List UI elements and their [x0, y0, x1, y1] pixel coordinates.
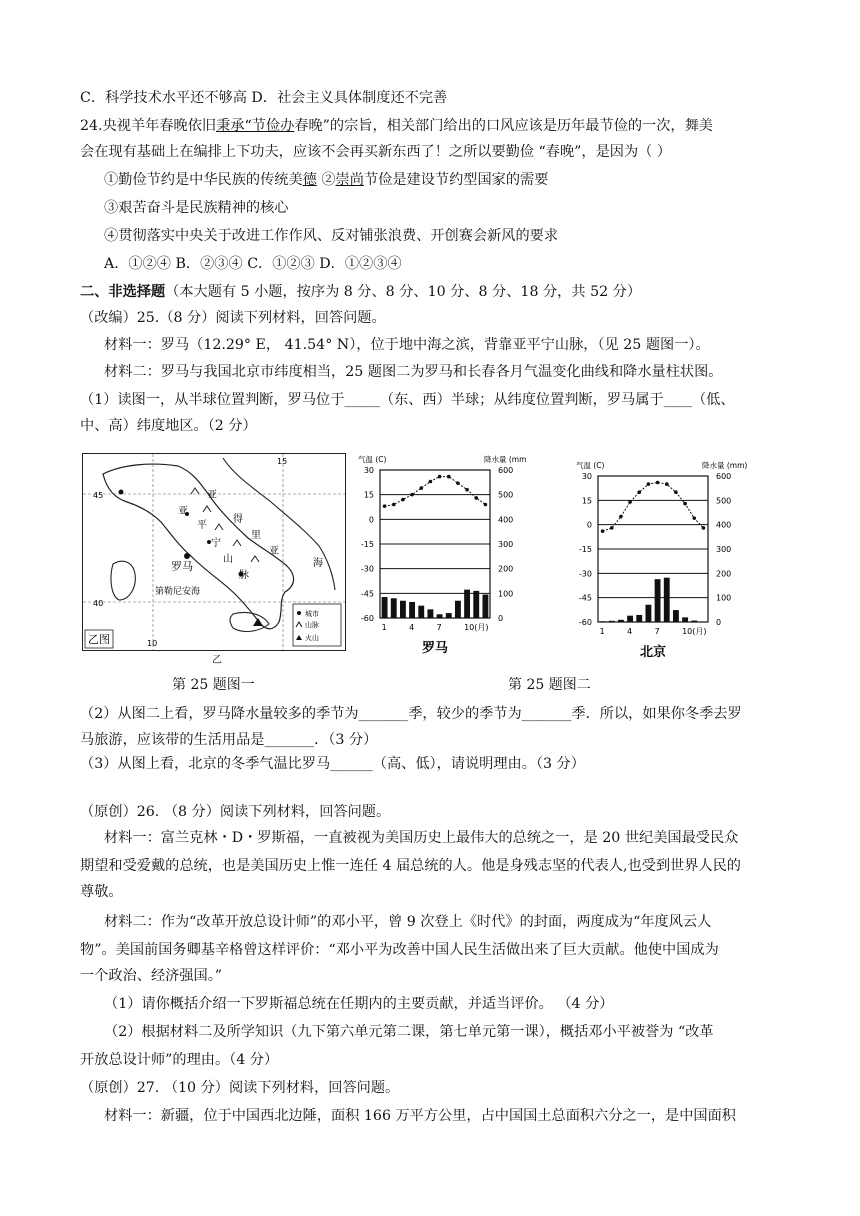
- answer-choices-24: A．①②④ B．②③④ C．①②③ D．①②③④: [104, 256, 402, 272]
- precip-bar: [636, 615, 642, 622]
- temp-tick-label: 0: [368, 515, 374, 525]
- beijing-climate-chart: [554, 454, 774, 668]
- temp-tick-label: 15: [363, 490, 374, 500]
- temp-point: [410, 493, 414, 497]
- q26-part2-line2: 开放总设计师”的理由。（4 分）: [80, 1052, 279, 1068]
- precip-bar: [691, 621, 697, 622]
- temp-point: [383, 504, 387, 508]
- precip-bar: [645, 605, 651, 622]
- temp-point: [419, 486, 423, 490]
- map-label-ya1: 亚: [178, 506, 188, 517]
- month-tick-label: 10(月): [682, 627, 707, 636]
- temp-tick-label: -30: [360, 564, 374, 574]
- precip-tick-label: 200: [498, 564, 514, 574]
- precip-bar: [618, 620, 624, 622]
- precip-bar: [400, 601, 406, 618]
- map-below-label: 乙: [212, 655, 222, 666]
- q26-material-1-line3: 尊敬。: [80, 884, 123, 900]
- temp-point: [456, 481, 460, 485]
- precip-bar: [600, 621, 606, 622]
- legend-city: 城市: [305, 610, 319, 618]
- temp-axis-label: 气温 (C): [576, 461, 605, 470]
- map-label-li: 里: [251, 530, 261, 541]
- precip-tick-label: 400: [498, 515, 514, 525]
- q25-part2-line1: （2）从图二上看，罗马降水量较多的季节为_______季，较少的季节为_______季．所以，如果你冬季去罗: [80, 706, 742, 722]
- temp-point: [447, 475, 451, 479]
- temp-point: [429, 480, 433, 484]
- temp-point: [484, 503, 488, 507]
- map-figure-label: 乙图: [88, 633, 110, 646]
- temp-point: [692, 516, 696, 520]
- precip-bar: [382, 597, 388, 618]
- temp-tick-label: -30: [578, 569, 592, 579]
- map-lat-40: 40: [93, 599, 104, 608]
- statement-3: ③艰苦奋斗是民族精神的核心: [104, 200, 289, 216]
- temp-point: [401, 498, 405, 502]
- map-lon-15: 15: [277, 457, 288, 466]
- temp-point: [665, 482, 669, 486]
- precip-tick-label: 0: [498, 614, 504, 623]
- month-tick-label: 7: [436, 623, 442, 632]
- temp-tick-label: 0: [586, 520, 592, 530]
- temp-point: [683, 502, 687, 506]
- precip-bar: [673, 610, 679, 622]
- precip-axis-label: 降水量 (mm): [702, 461, 748, 470]
- map-label-ping: 平: [197, 520, 207, 531]
- precip-bar: [409, 602, 415, 618]
- precip-tick-label: 600: [716, 472, 732, 481]
- map-lon-10: 10: [147, 639, 158, 648]
- statement-4: ④贯彻落实中央关于改进工作作风、反对铺张浪费、开创赛会新风的要求: [104, 228, 559, 244]
- map-lat-45: 45: [93, 491, 104, 500]
- q26-material-2-line1: 材料二：作为“改革开放总设计师”的邓小平，曾 9 次登上《时代》的封面，两度成为“年度风云人: [104, 914, 712, 930]
- map-label-de: 得: [233, 514, 243, 525]
- temp-point: [465, 488, 469, 492]
- q27-material-1: 材料一：新疆，位于中国西北边陲，面积 166 万平方公里，占中国国土总面积六分之一，是中国面积: [104, 1108, 736, 1124]
- temp-line: [385, 477, 486, 507]
- temp-axis-label: 气温 (C): [358, 455, 387, 464]
- temp-tick-label: 15: [581, 496, 592, 506]
- figure-2-caption: 第 25 题图二: [508, 677, 591, 693]
- month-tick-label: 1: [599, 627, 605, 636]
- temp-tick-label: -45: [360, 589, 374, 599]
- precip-bar: [391, 598, 397, 618]
- precip-bar: [427, 609, 433, 618]
- precip-tick-label: 300: [716, 545, 732, 554]
- q26-material-1-line2: 期望和受爱戴的总统，也是美国历史上惟一连任 4 届总统的人。他是身残志坚的代表人,也受到世界人民的: [80, 858, 741, 874]
- temp-point: [601, 529, 605, 533]
- map-label-hai: 海: [313, 558, 323, 569]
- precip-bar: [455, 601, 461, 618]
- precip-bar: [464, 590, 470, 618]
- option-line-c-d: C．科学技术水平还不够高 D．社会主义具体制度还不完善: [80, 90, 448, 106]
- precip-bar: [627, 616, 633, 622]
- q26-material-2-line2: 物”。美国前国务卿基辛格曾这样评价：“邓小平为改善中国人民生活做出来了巨大贡献。他使中国成为: [80, 942, 719, 958]
- map-label-ya3: 亚: [269, 546, 279, 557]
- q26-material-1-line1: 材料一：富兰克林・D・罗斯福，一直被视为美国历史上最伟大的总统之一，是 20 世纪美国最受民众: [104, 830, 739, 846]
- temp-tick-label: -15: [360, 540, 374, 549]
- temp-point: [674, 490, 678, 494]
- precip-bar: [418, 606, 424, 618]
- rome-chart-svg: [346, 448, 526, 668]
- temp-point: [619, 515, 623, 519]
- map-label-ning: 宁: [211, 538, 221, 549]
- q25-part1-line2: 中、高）纬度地区。（2 分）: [80, 418, 257, 434]
- question-25-head: （改编）25.（8 分）阅读下列材料，回答问题。: [80, 310, 386, 326]
- precip-bar: [682, 617, 688, 622]
- precip-tick-label: 600: [498, 466, 514, 475]
- precip-bar: [664, 578, 670, 622]
- precip-tick-label: 200: [716, 569, 732, 579]
- q25-part1-line1: （1）读图一，从半球位置判断，罗马位于_____（东、西）半球；从纬度位置判断，罗马属于____（低、: [80, 392, 735, 408]
- temp-point: [438, 475, 442, 479]
- section-2-heading: 二、非选择题（本大题有 5 小题，按序为 8 分、8 分、10 分、8 分、18 分，共 52 分）: [80, 284, 642, 300]
- temp-point: [392, 503, 396, 507]
- chart-title: 罗马: [421, 641, 449, 656]
- q26-material-2-line3: 一个政治、经济强国。”: [80, 968, 223, 984]
- question-27-head: （原创）27. （10 分）阅读下列材料，回答问题。: [80, 1080, 400, 1096]
- map-label-sea: 第勒尼安海: [155, 587, 201, 597]
- question-24-line1: 24.央视羊年春晚依旧秉承“节俭办春晚”的宗旨，相关部门给出的口风应该是历年最节俭的一次，舞美: [80, 118, 713, 134]
- map-label-shan: 山: [223, 554, 233, 565]
- precip-bar: [655, 579, 661, 622]
- chart-title: 北京: [639, 645, 667, 660]
- italy-map: [83, 454, 345, 650]
- legend-volcano: 火山: [305, 634, 319, 642]
- q25-part3: （3）从图上看，北京的冬季气温比罗马______（高、低），请说明理由。（3 分）: [80, 756, 585, 772]
- month-tick-label: 7: [654, 627, 660, 636]
- precip-bar: [482, 595, 488, 618]
- precip-bar: [473, 591, 479, 618]
- q25-material-1: 材料一：罗马（12.29° E， 41.54° N），位于地中海之滨，背靠亚平宁山脉，（见 25 题图一）。: [104, 337, 710, 353]
- month-tick-label: 1: [381, 623, 387, 632]
- precip-bar: [437, 614, 443, 618]
- precip-tick-label: 300: [498, 540, 514, 549]
- temp-point: [702, 526, 706, 530]
- precip-tick-label: 100: [498, 589, 514, 599]
- precip-bar: [446, 613, 452, 618]
- map-label-rome: 罗马: [171, 560, 193, 573]
- temp-tick-label: -60: [360, 614, 374, 623]
- q25-part2-line2: 马旅游，应该带的生活用品是_______．（3 分）: [80, 732, 378, 748]
- precip-tick-label: 100: [716, 593, 732, 603]
- precip-tick-label: 0: [716, 618, 722, 627]
- temp-point: [474, 496, 478, 500]
- month-tick-label: 4: [409, 623, 415, 632]
- italy-map-figure: [82, 453, 346, 651]
- precip-tick-label: 500: [716, 496, 732, 506]
- question-24-line2: 会在现有基础上在编排上下功夫，应该不会再买新东西了！之所以要勤俭 “春晚”，是因为（ ）: [80, 144, 672, 160]
- beijing-chart-svg: [554, 454, 774, 668]
- map-label-mai: 脉: [239, 570, 249, 581]
- precip-bar: [609, 621, 615, 622]
- month-tick-label: 10(月): [464, 623, 489, 632]
- temp-point: [637, 490, 641, 494]
- temp-tick-label: -60: [578, 618, 592, 627]
- temp-point: [610, 526, 614, 530]
- temp-tick-label: -15: [578, 545, 592, 554]
- figure-1-caption: 第 25 题图一: [172, 677, 255, 693]
- temp-tick-label: -45: [578, 593, 592, 603]
- q25-material-2: 材料二：罗马与我国北京市纬度相当，25 题图二为罗马和长春各月气温变化曲线和降水量柱状图。: [104, 364, 723, 380]
- precip-tick-label: 400: [716, 520, 732, 530]
- question-26-head: （原创）26. （8 分）阅读下列材料，回答问题。: [80, 804, 391, 820]
- temp-line: [603, 482, 704, 531]
- statement-1-2: ①勤俭节约是中华民族的传统美德 ②崇尚节俭是建设节约型国家的需要: [104, 172, 549, 188]
- rome-climate-chart: [346, 448, 526, 668]
- temp-point: [628, 500, 632, 504]
- q26-part1: （1）请你概括介绍一下罗斯福总统在任期内的主要贡献，并适当评价。 （4 分）: [104, 996, 614, 1012]
- map-label-ya2: 亚: [207, 490, 217, 501]
- temp-point: [656, 481, 660, 485]
- q26-part2-line1: （2）根据材料二及所学知识（九下第六单元第二课，第七单元第一课），概括邓小平被誉为 “改革: [104, 1024, 714, 1040]
- temp-tick-label: 30: [581, 472, 592, 481]
- temp-tick-label: 30: [363, 466, 374, 475]
- precip-tick-label: 500: [498, 490, 514, 500]
- month-tick-label: 4: [627, 627, 633, 636]
- precip-axis-label: 降水量 (mm): [484, 455, 526, 464]
- temp-point: [647, 482, 651, 486]
- legend-mountain: 山脉: [305, 621, 319, 629]
